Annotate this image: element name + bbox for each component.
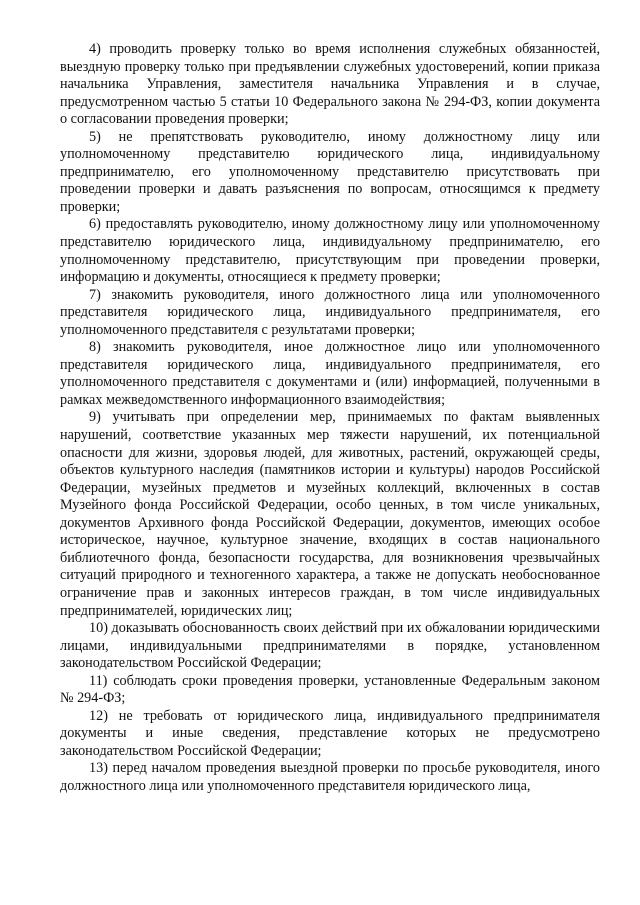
- paragraph-item-7: 7) знакомить руководителя, иного должностного лица или уполномоченного представителя юридического лица, индивидуального предпринимателя, его уполномоченного представителя с результатами проверки;: [60, 286, 600, 338]
- paragraph-item-5: 5) не препятствовать руководителю, иному должностному лицу или уполномоченному представителю юридического лица, индивидуальному предпринимателю, его уполномоченному представителю присутствовать при проведении проверки и давать разъяснения по вопросам, относящимся к предмету проверки;: [60, 128, 600, 215]
- paragraph-item-6: 6) предоставлять руководителю, иному должностному лицу или уполномоченному представителю юридического лица, индивидуальному предпринимателю, его уполномоченному представителю, присутствующим при проведении проверки, информацию и документы, относящиеся к предмету проверки;: [60, 216, 600, 286]
- paragraph-item-9: 9) учитывать при определении мер, принимаемых по фактам выявленных нарушений, соответствие указанных мер тяжести нарушений, их потенциальной опасности для жизни, здоровья людей, для животных, растений, окружающей среды, объектов культурного наследия (памятников истории и культуры) народов Российской Федерации, музейных предметов и музейных коллекций, включенных в состав Музейного фонда Российской Федерации, особо ценных, в том числе уникальных, документов Архивного фонда Российской Федерации, документов, имеющих особое историческое, научное, культурное значение, входящих в состав национального библиотечного фонда, безопасности государства, для возникновения чрезвычайных ситуаций природного и техногенного характера, а также не допускать необоснованное ограничение прав и законных интересов граждан, в том числе индивидуальных предпринимателей, юридических лиц;: [60, 409, 600, 619]
- paragraph-item-13: 13) перед началом проведения выездной проверки по просьбе руководителя, иного должностного лица или уполномоченного представителя юридического лица,: [60, 760, 600, 794]
- paragraph-item-12: 12) не требовать от юридического лица, индивидуального предпринимателя документы и иные сведения, представление которых не предусмотрено законодательством Российской Федерации;: [60, 707, 600, 759]
- paragraph-item-8: 8) знакомить руководителя, иное должностное лицо или уполномоченного представителя юридического лица, индивидуального предпринимателя, его уполномоченного представителя с документами и (или) информацией, полученными в рамках межведомственного информационного взаимодействия;: [60, 339, 600, 408]
- paragraph-item-11: 11) соблюдать сроки проведения проверки, установленные Федеральным законом № 294-ФЗ;: [60, 672, 600, 707]
- paragraph-item-10: 10) доказывать обоснованность своих действий при их обжаловании юридическими лицами, индивидуальными предпринимателями в порядке, установленном законодательством Российской Федерации;: [60, 620, 600, 672]
- paragraph-item-4: 4) проводить проверку только во время исполнения служебных обязанностей, выездную проверку только при предъявлении служебных удостоверений, копии приказа начальника Управления, заместителя начальника Управления и в случае, предусмотренном частью 5 статьи 10 Федерального закона № 294-ФЗ, копии документа о согласовании проведения проверки;: [60, 41, 600, 128]
